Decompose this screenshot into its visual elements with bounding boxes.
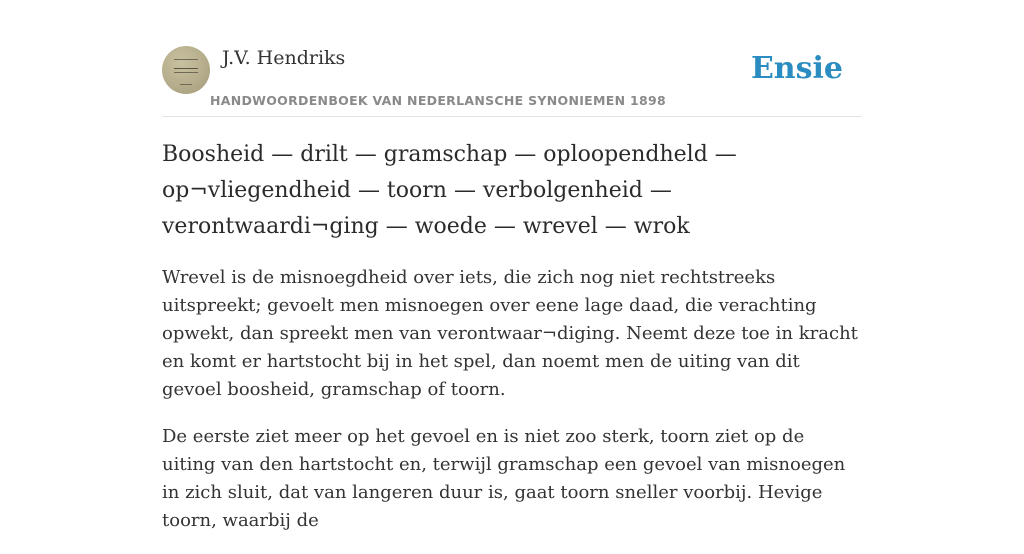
- cover-text-line: [180, 84, 192, 85]
- paragraph: Wrevel is de misnoegdheid over iets, die zich nog niet rechtstreeks uitspreekt; gevoelt men misnoegen over eene lage daad, die verachting opwekt, dan spreekt men van verontwaar¬diging. Neemt deze toe in kracht en komt er hartstocht bij in het spel, dan noemt men de uiting van dit gevoel boosheid, gramschap of toorn.: [162, 267, 858, 400]
- entry-body: [162, 264, 862, 554]
- paragraph: De eerste ziet meer op het gevoel en is niet zoo sterk, toorn ziet op de uiting van den hartstocht en, terwijl gramschap een gevoel van misnoegen in zich sluit, dat van langeren duur is, gaat toorn sneller voorbij. Hevige toorn, waarbij de: [162, 426, 846, 531]
- author-link[interactable]: J.V. Hendriks: [222, 47, 346, 69]
- avatar[interactable]: [162, 46, 210, 94]
- cover-text-line: [174, 72, 198, 73]
- cover-text-line: [174, 68, 198, 69]
- brand-logo[interactable]: Ensie: [750, 51, 843, 86]
- header: [162, 46, 862, 117]
- cover-text-line: [174, 59, 198, 60]
- entry-title: Boosheid — drilt — gramschap — oploopendheld — op¬vliegendheid — toorn — verbolgenheid — verontwaardi¬ging — woede — wrevel — wrok: [162, 142, 737, 239]
- source-link[interactable]: HANDWOORDENBOEK VAN NEDERLANSCHE SYNONIEMEN 1898: [210, 93, 667, 108]
